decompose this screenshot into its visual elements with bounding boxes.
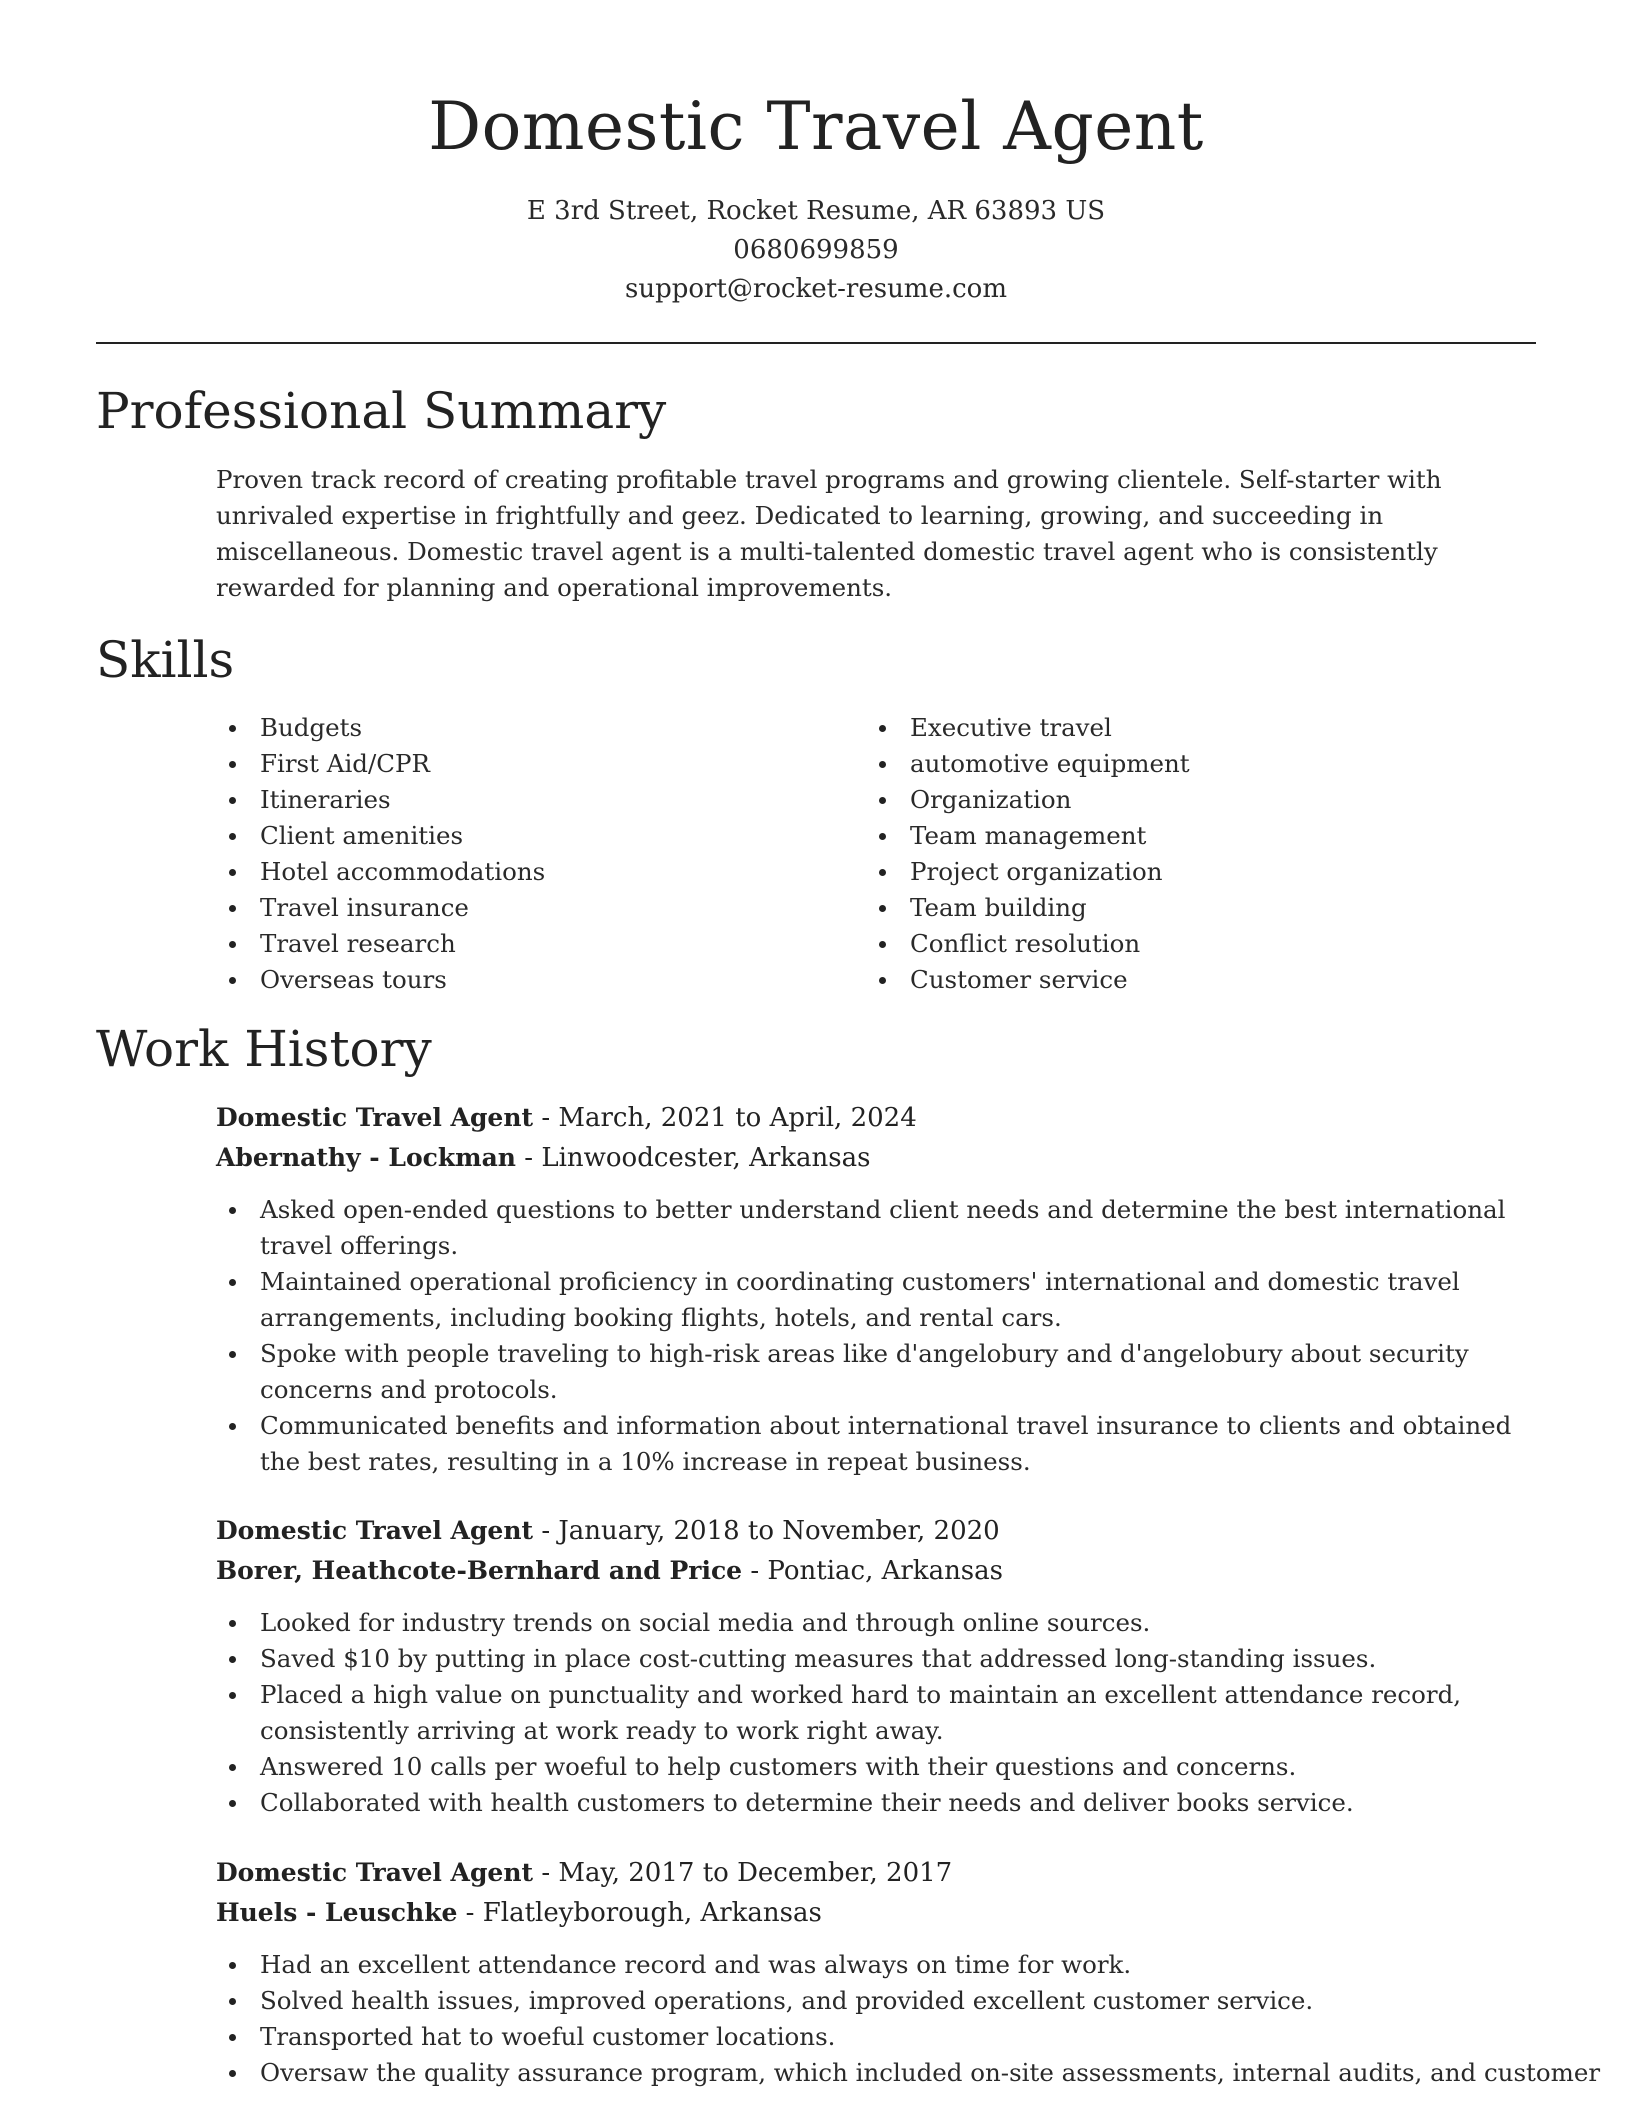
job-role: Domestic Travel Agent — [216, 1516, 534, 1545]
job-duty-item: Asked open-ended questions to better understand client needs and determine the best international travel offerings. — [216, 1192, 1536, 1264]
job-title-line — [216, 1511, 1536, 1551]
contact-address: E 3rd Street, Rocket Resume, AR 63893 US — [526, 196, 1106, 226]
skill-item: First Aid/CPR — [216, 746, 866, 782]
job-company-line — [216, 1138, 1536, 1178]
skill-item: Travel insurance — [216, 890, 866, 926]
job-company-line — [216, 1551, 1536, 1591]
job-duty-item: Collaborated with health customers to determine their needs and deliver books service. — [216, 1785, 1536, 1821]
job-entry — [216, 1098, 1536, 1480]
work-history-heading: Work History — [96, 1020, 432, 1078]
job-duties — [216, 1192, 1536, 1480]
job-location: - Linwoodcester, Arkansas — [516, 1143, 871, 1173]
job-duty-item: Answered 10 calls per woeful to help customers with their questions and concerns. — [216, 1749, 1536, 1785]
job-dates: - May, 2017 to December, 2017 — [533, 1858, 953, 1888]
skill-item: Project organization — [866, 854, 1516, 890]
job-dates: - March, 2021 to April, 2024 — [533, 1103, 917, 1133]
skill-item: Travel research — [216, 926, 866, 962]
job-duty-item: Placed a high value on punctuality and worked hard to maintain an excellent attendance record, consistently arriving at work ready to work right away. — [216, 1677, 1536, 1749]
skill-item: Client amenities — [216, 818, 866, 854]
summary-heading: Professional Summary — [96, 382, 667, 440]
job-entry — [216, 1511, 1536, 1821]
skill-item: Executive travel — [866, 710, 1516, 746]
job-location: - Pontiac, Arkansas — [742, 1556, 1003, 1586]
job-duty-item: Solved health issues, improved operations, and provided excellent customer service. — [216, 1983, 1536, 2019]
job-company: Huels - Leuschke — [216, 1898, 458, 1927]
job-duties — [216, 1947, 1601, 2091]
job-duty-item: Saved $10 by putting in place cost-cutting measures that addressed long-standing issues. — [216, 1641, 1536, 1677]
job-duty-item: Spoke with people traveling to high-risk areas like d'angelobury and d'angelobury about security concerns and protocols. — [216, 1336, 1536, 1408]
skill-item: automotive equipment — [866, 746, 1516, 782]
job-role: Domestic Travel Agent — [216, 1103, 534, 1132]
job-company-line — [216, 1893, 1536, 1933]
contact-phone: 0680699859 — [733, 235, 899, 265]
header-divider — [96, 342, 1536, 344]
skill-item: Customer service — [866, 962, 1516, 998]
job-dates: - January, 2018 to November, 2020 — [533, 1516, 1000, 1546]
contact-block — [0, 192, 1632, 309]
skills-column-right — [866, 710, 1516, 998]
skill-item: Organization — [866, 782, 1516, 818]
skill-item: Overseas tours — [216, 962, 866, 998]
job-role: Domestic Travel Agent — [216, 1858, 534, 1887]
candidate-name: Domestic Travel Agent — [428, 88, 1204, 165]
job-duty-item: Maintained operational proficiency in coordinating customers' international and domestic travel arrangements, including booking flights, hotels, and rental cars. — [216, 1264, 1536, 1336]
job-duty-item: Transported hat to woeful customer locations. — [216, 2019, 1536, 2055]
skill-item: Conflict resolution — [866, 926, 1516, 962]
contact-email: support@rocket-resume.com — [624, 274, 1007, 304]
job-title-line — [216, 1853, 1536, 1893]
skill-item: Hotel accommodations — [216, 854, 866, 890]
skills-column-left — [216, 710, 866, 998]
job-company: Borer, Heathcote-Bernhard and Price — [216, 1556, 743, 1585]
skill-item: Itineraries — [216, 782, 866, 818]
skill-item: Budgets — [216, 710, 866, 746]
skill-item: Team management — [866, 818, 1516, 854]
job-duty-item: Communicated benefits and information about international travel insurance to clients and obtained the best rates, resulting in a 10% increase in repeat business. — [216, 1408, 1536, 1480]
job-title-line — [216, 1098, 1536, 1138]
job-duty-item: Had an excellent attendance record and was always on time for work. — [216, 1947, 1536, 1983]
job-company: Abernathy - Lockman — [216, 1143, 516, 1172]
summary-text: Proven track record of creating profitable travel programs and growing clientele. Self-starter with unrivaled expertise in frightfully and geez. Dedicated to learning, growing, and succeeding in miscellaneous. Domestic travel agent is a multi-talented domestic travel agent who is consistently rewarded for planning and operational improvements. — [216, 465, 1442, 602]
job-duty-item: Looked for industry trends on social media and through online sources. — [216, 1605, 1536, 1641]
job-location: - Flatleyborough, Arkansas — [457, 1898, 822, 1928]
skill-item: Team building — [866, 890, 1516, 926]
skills-heading: Skills — [96, 631, 235, 689]
job-entry — [216, 1853, 1601, 2091]
job-duties — [216, 1605, 1536, 1821]
job-duty-item: Oversaw the quality assurance program, which included on-site assessments, internal audits, and customer — [216, 2055, 1536, 2091]
skills-list — [216, 710, 1536, 998]
